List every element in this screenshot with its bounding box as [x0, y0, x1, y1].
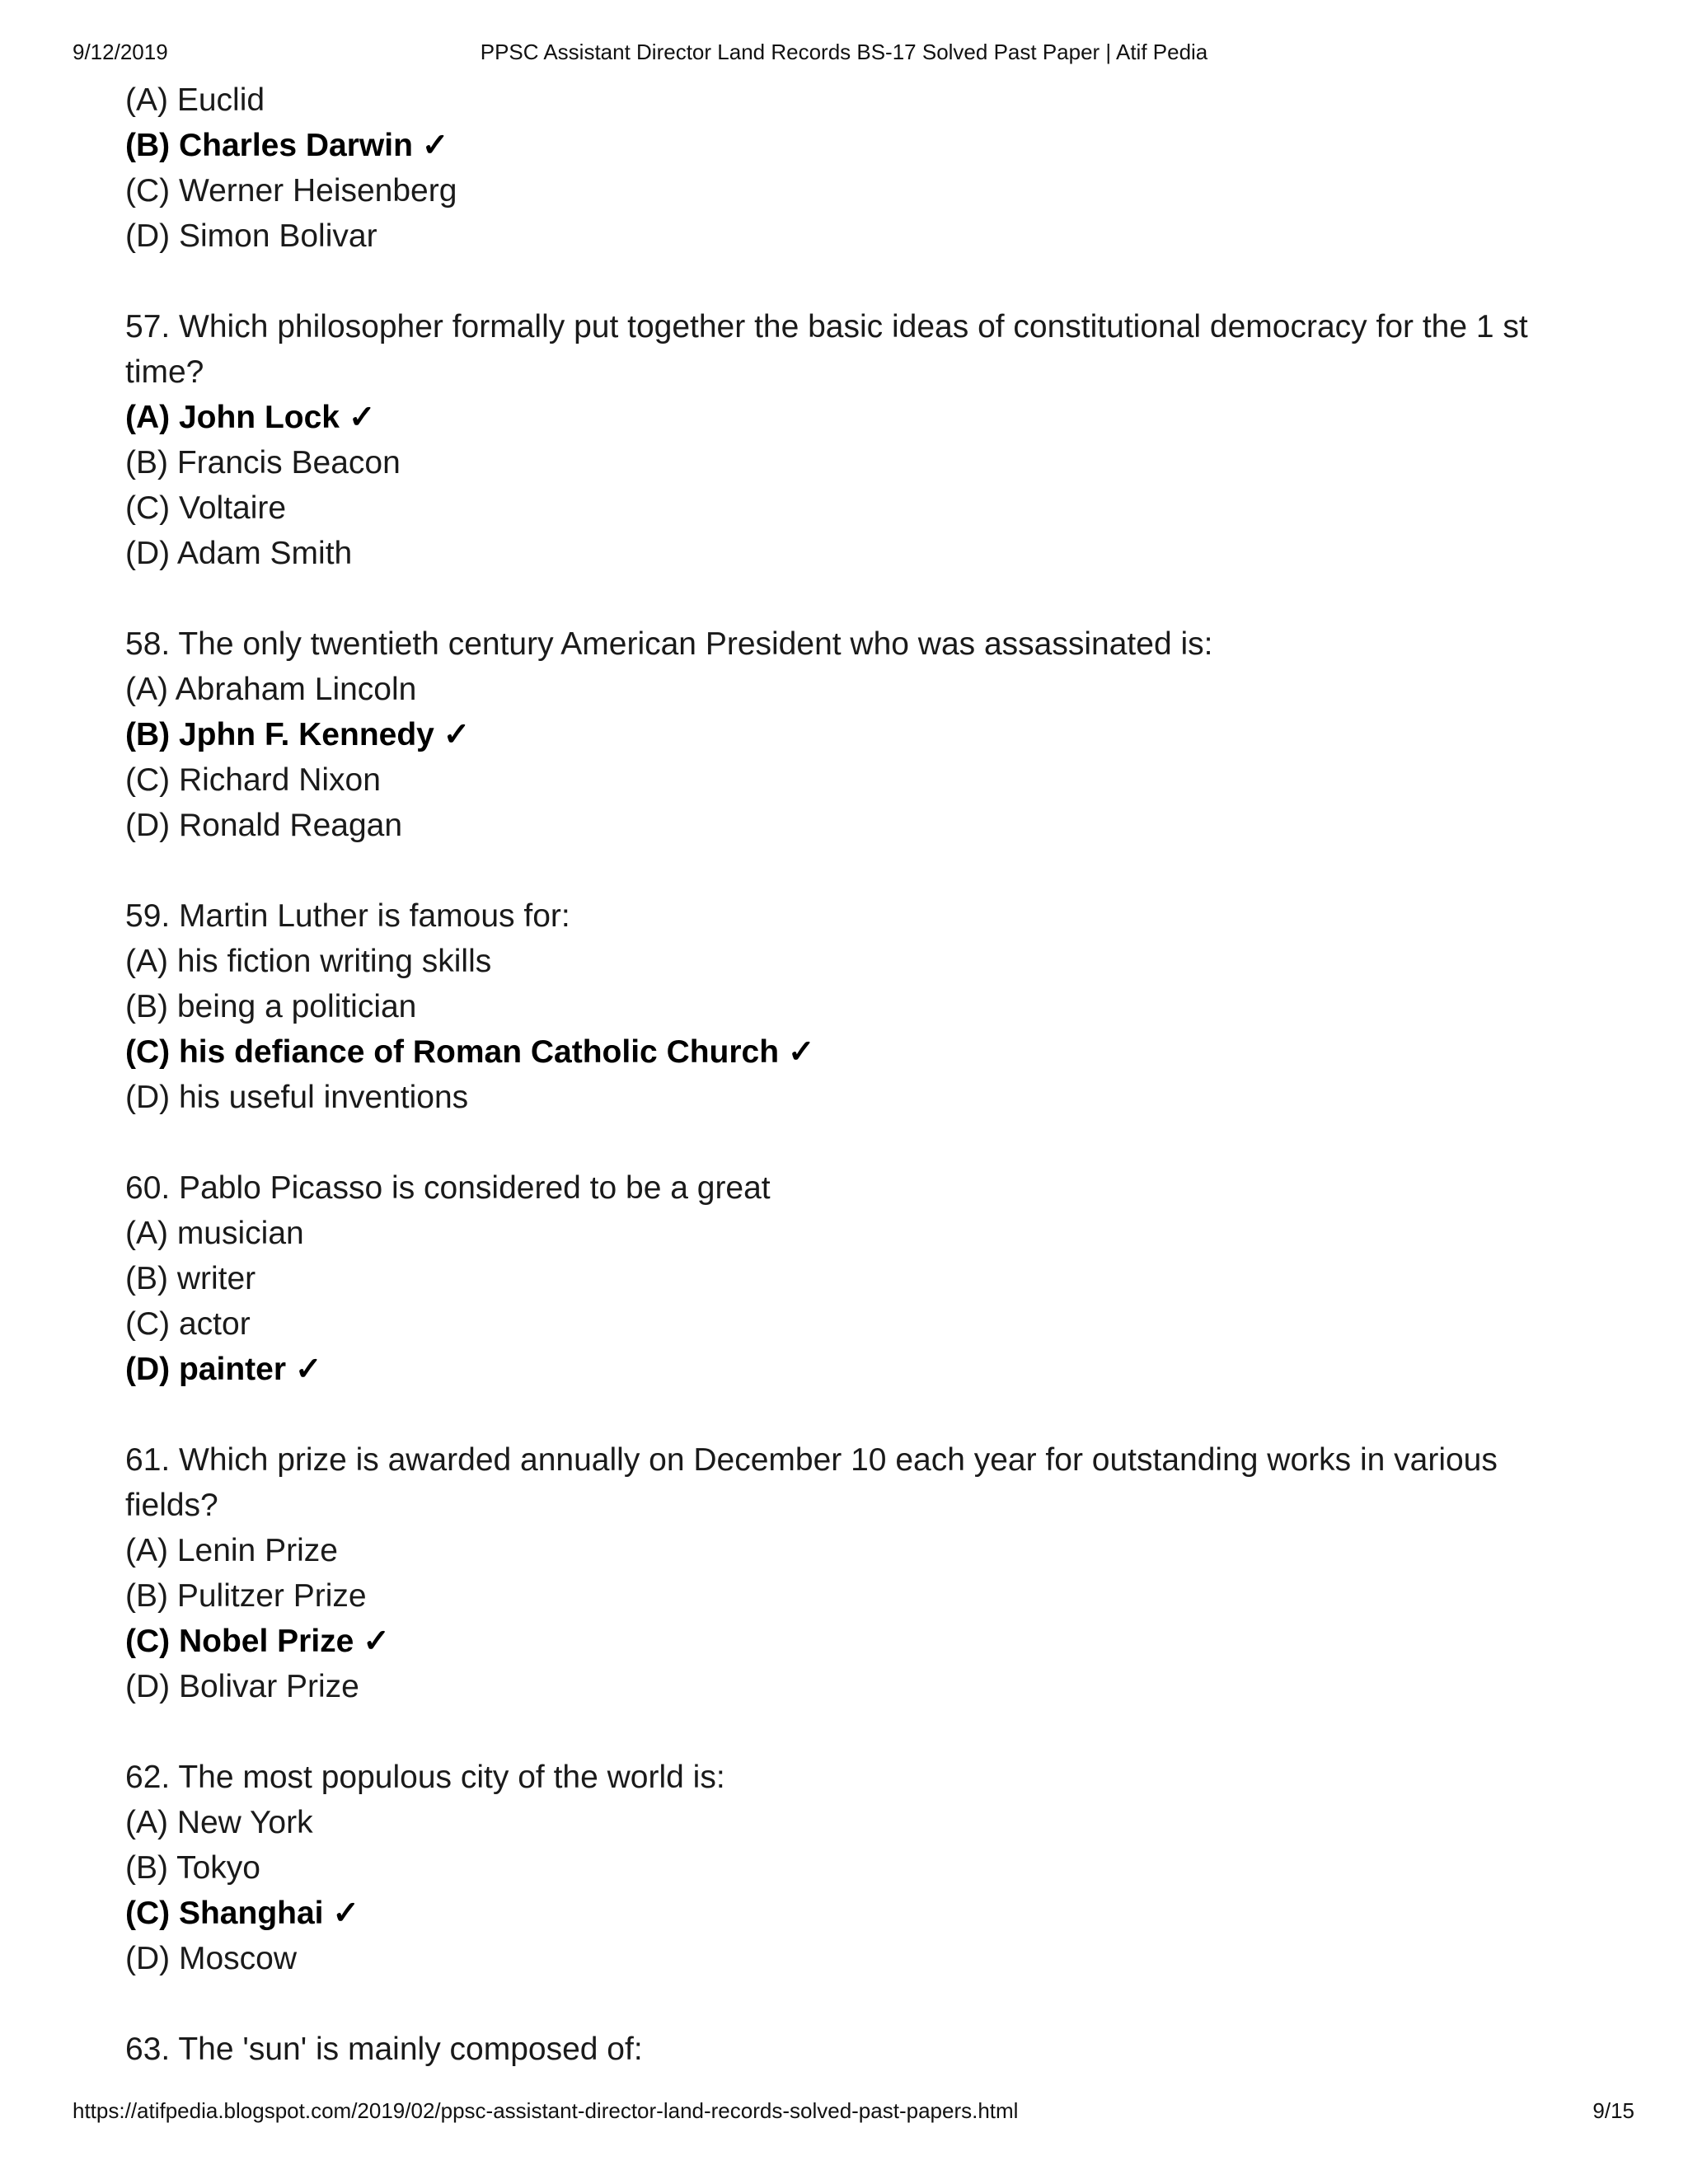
question-block	[125, 77, 1576, 259]
block-separator	[125, 259, 1576, 304]
question-block	[125, 304, 1576, 576]
answer-option: (D) his useful inventions	[125, 1080, 469, 1115]
print-page-title: PPSC Assistant Director Land Records BS-17 Solved Past Paper | Atif Pedia	[480, 40, 1208, 64]
question-text: 62. The most populous city of the world is:	[125, 1760, 725, 1795]
answer-option: (A) New York	[125, 1805, 313, 1840]
answer-option: (D) Adam Smith	[125, 536, 353, 571]
quiz-content	[125, 77, 1576, 2072]
question-block	[125, 1755, 1576, 1981]
answer-option: (A) Lenin Prize	[125, 1533, 338, 1568]
question-block	[125, 2027, 1576, 2072]
answer-option: (C) Richard Nixon	[125, 762, 381, 798]
answer-option: (D) Ronald Reagan	[125, 808, 403, 843]
answer-option: (B) Pulitzer Prize	[125, 1578, 367, 1614]
question-text: 60. Pablo Picasso is considered to be a great	[125, 1170, 771, 1206]
block-separator	[125, 1120, 1576, 1165]
block-separator	[125, 576, 1576, 621]
answer-option: (A) Abraham Lincoln	[125, 672, 417, 707]
answer-option: (A) musician	[125, 1216, 304, 1251]
block-separator	[125, 1709, 1576, 1755]
answer-option-correct: (A) John Lock ✓	[125, 400, 376, 435]
answer-option-correct: (D) painter ✓	[125, 1352, 322, 1387]
answer-option: (D) Moscow	[125, 1941, 298, 1976]
answer-option: (C) Voltaire	[125, 490, 287, 526]
block-separator	[125, 1981, 1576, 2027]
question-block	[125, 1437, 1576, 1709]
print-footer	[0, 2098, 1688, 2126]
question-text: 61. Which prize is awarded annually on December 10 each year for outstanding works in various	[125, 1442, 1498, 1478]
answer-option-correct: (B) Jphn F. Kennedy ✓	[125, 717, 471, 752]
answer-option: (B) being a politician	[125, 989, 417, 1024]
print-date: 9/12/2019	[73, 40, 168, 64]
question-text: fields?	[125, 1488, 218, 1523]
question-text: time?	[125, 354, 204, 390]
answer-option-correct: (C) his defiance of Roman Catholic Church ✓	[125, 1034, 815, 1070]
question-text: 59. Martin Luther is famous for:	[125, 898, 570, 934]
block-separator	[125, 848, 1576, 893]
answer-option-correct: (C) Shanghai ✓	[125, 1896, 360, 1931]
question-text: 58. The only twentieth century American President who was assassinated is:	[125, 626, 1213, 662]
print-header	[0, 40, 1688, 68]
question-block	[125, 1165, 1576, 1392]
answer-option: (C) Werner Heisenberg	[125, 173, 457, 209]
answer-option: (B) writer	[125, 1261, 256, 1296]
answer-option: (D) Simon Bolivar	[125, 218, 377, 254]
question-text: 57. Which philosopher formally put together the basic ideas of constitutional democracy for the 1 st	[125, 309, 1528, 344]
answer-option: (A) Euclid	[125, 82, 265, 118]
block-separator	[125, 1392, 1576, 1437]
print-url: https://atifpedia.blogspot.com/2019/02/ppsc-assistant-director-land-records-solved-past-papers.html	[73, 2098, 1019, 2123]
page-number: 9/15	[1592, 2098, 1634, 2123]
answer-option-correct: (B) Charles Darwin ✓	[125, 128, 449, 163]
answer-option-correct: (C) Nobel Prize ✓	[125, 1624, 390, 1659]
question-text: 63. The 'sun' is mainly composed of:	[125, 2032, 643, 2067]
answer-option: (C) actor	[125, 1306, 251, 1342]
question-block	[125, 621, 1576, 848]
answer-option: (B) Tokyo	[125, 1850, 260, 1886]
answer-option: (B) Francis Beacon	[125, 445, 401, 480]
answer-option: (A) his fiction writing skills	[125, 944, 492, 979]
answer-option: (D) Bolivar Prize	[125, 1669, 359, 1704]
question-block	[125, 893, 1576, 1120]
